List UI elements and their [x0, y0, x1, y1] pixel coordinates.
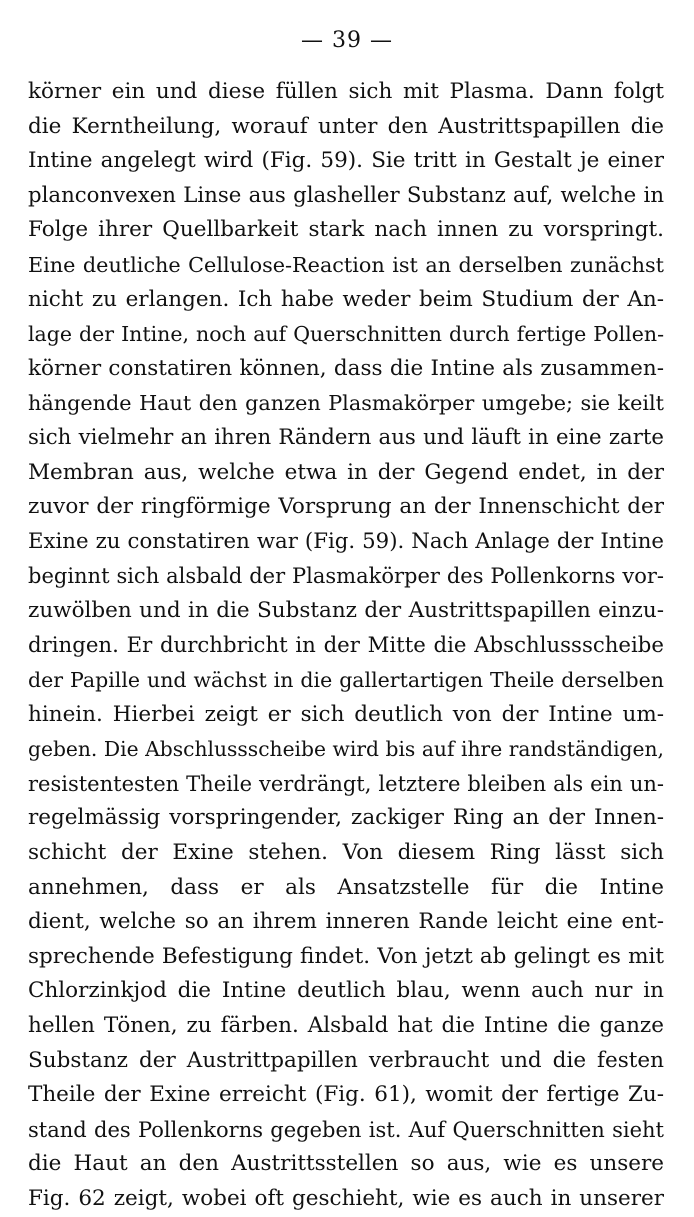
text-line: dient, welche so an ihrem inneren Rande leicht eine ent-	[28, 909, 664, 935]
text-line: planconvexen Linse aus glasheller Substanz auf, welche in	[28, 182, 664, 208]
text-line: körner ein und diese füllen sich mit Plasma. Dann folgt	[28, 79, 664, 104]
text-line: lage der Intine, noch auf Querschnitten durch fertige Pollen-	[28, 322, 664, 347]
text-line: geben. Die Abschlussscheibe wird bis auf ihre randständigen,	[28, 737, 664, 762]
text-line: der Papille und wächst in die gallertartigen Theile derselben	[28, 668, 664, 693]
text-line: hinein. Hierbei zeigt er sich deutlich von der Intine um-	[28, 701, 664, 727]
text-line: Fig. 62 zeigt, wobei oft geschieht, wie es auch in unserer	[28, 1186, 664, 1211]
text-line: stand des Pollenkorns gegeben ist. Auf Querschnitten sieht	[28, 1117, 664, 1142]
text-line: schicht der Exine stehen. Von diesem Ring lässt sich	[28, 840, 664, 866]
text-line: Theile der Exine erreicht (Fig. 61), womit der fertige Zu-	[28, 1082, 664, 1108]
text-line: Folge ihrer Quellbarkeit stark nach innen zu vorspringt.	[28, 217, 664, 243]
text-line: nicht zu erlangen. Ich habe weder beim Studium der An-	[28, 286, 664, 312]
text-line: annehmen, dass er als Ansatzstelle für die Intine	[28, 874, 664, 900]
text-line: Eine deutliche Cellulose-Reaction ist an derselben zunächst	[28, 252, 664, 277]
text-line: Substanz der Austrittpapillen verbraucht und die festen	[28, 1047, 664, 1073]
text-line: sprechende Befestigung findet. Von jetzt ab gelingt es mit	[28, 943, 664, 969]
text-line: Exine zu constatiren war (Fig. 59). Nach Anlage der Intine	[28, 528, 664, 554]
text-line: Membran aus, welche etwa in der Gegend endet, in der	[28, 459, 664, 485]
body-text	[28, 75, 664, 1217]
page-number: — 39 —	[301, 28, 393, 53]
text-line: hängende Haut den ganzen Plasmakörper umgebe; sie keilt	[28, 391, 664, 416]
text-line: körner constatiren können, dass die Intine als zusammen-	[28, 355, 664, 381]
text-line: hellen Tönen, zu färben. Alsbald hat die Intine die ganze	[28, 1013, 664, 1039]
text-line: Chlorzinkjod die Intine deutlich blau, wenn auch nur in	[28, 978, 664, 1004]
text-line: Intine angelegt wird (Fig. 59). Sie tritt in Gestalt je einer	[28, 148, 664, 174]
text-line: sich vielmehr an ihren Rändern aus und läuft in eine zarte	[28, 424, 664, 450]
text-line: dringen. Er durchbricht in der Mitte die Abschlussscheibe	[28, 632, 664, 658]
text-line: beginnt sich alsbald der Plasmakörper des Pollenkorns vor-	[28, 564, 664, 589]
text-line: resistentesten Theile verdrängt, letztere bleiben als ein un-	[28, 771, 664, 796]
text-line: zuwölben und in die Substanz der Austrittspapillen einzu-	[28, 597, 664, 623]
text-line: die Haut an den Austrittsstellen so aus, wie es unsere	[28, 1151, 664, 1177]
text-line: die Kerntheilung, worauf unter den Austrittspapillen die	[28, 113, 664, 139]
text-line: zuvor der ringförmige Vorsprung an der Innenschicht der	[28, 494, 664, 520]
text-line: regelmässig vorspringender, zackiger Ring an der Innen-	[28, 805, 664, 831]
